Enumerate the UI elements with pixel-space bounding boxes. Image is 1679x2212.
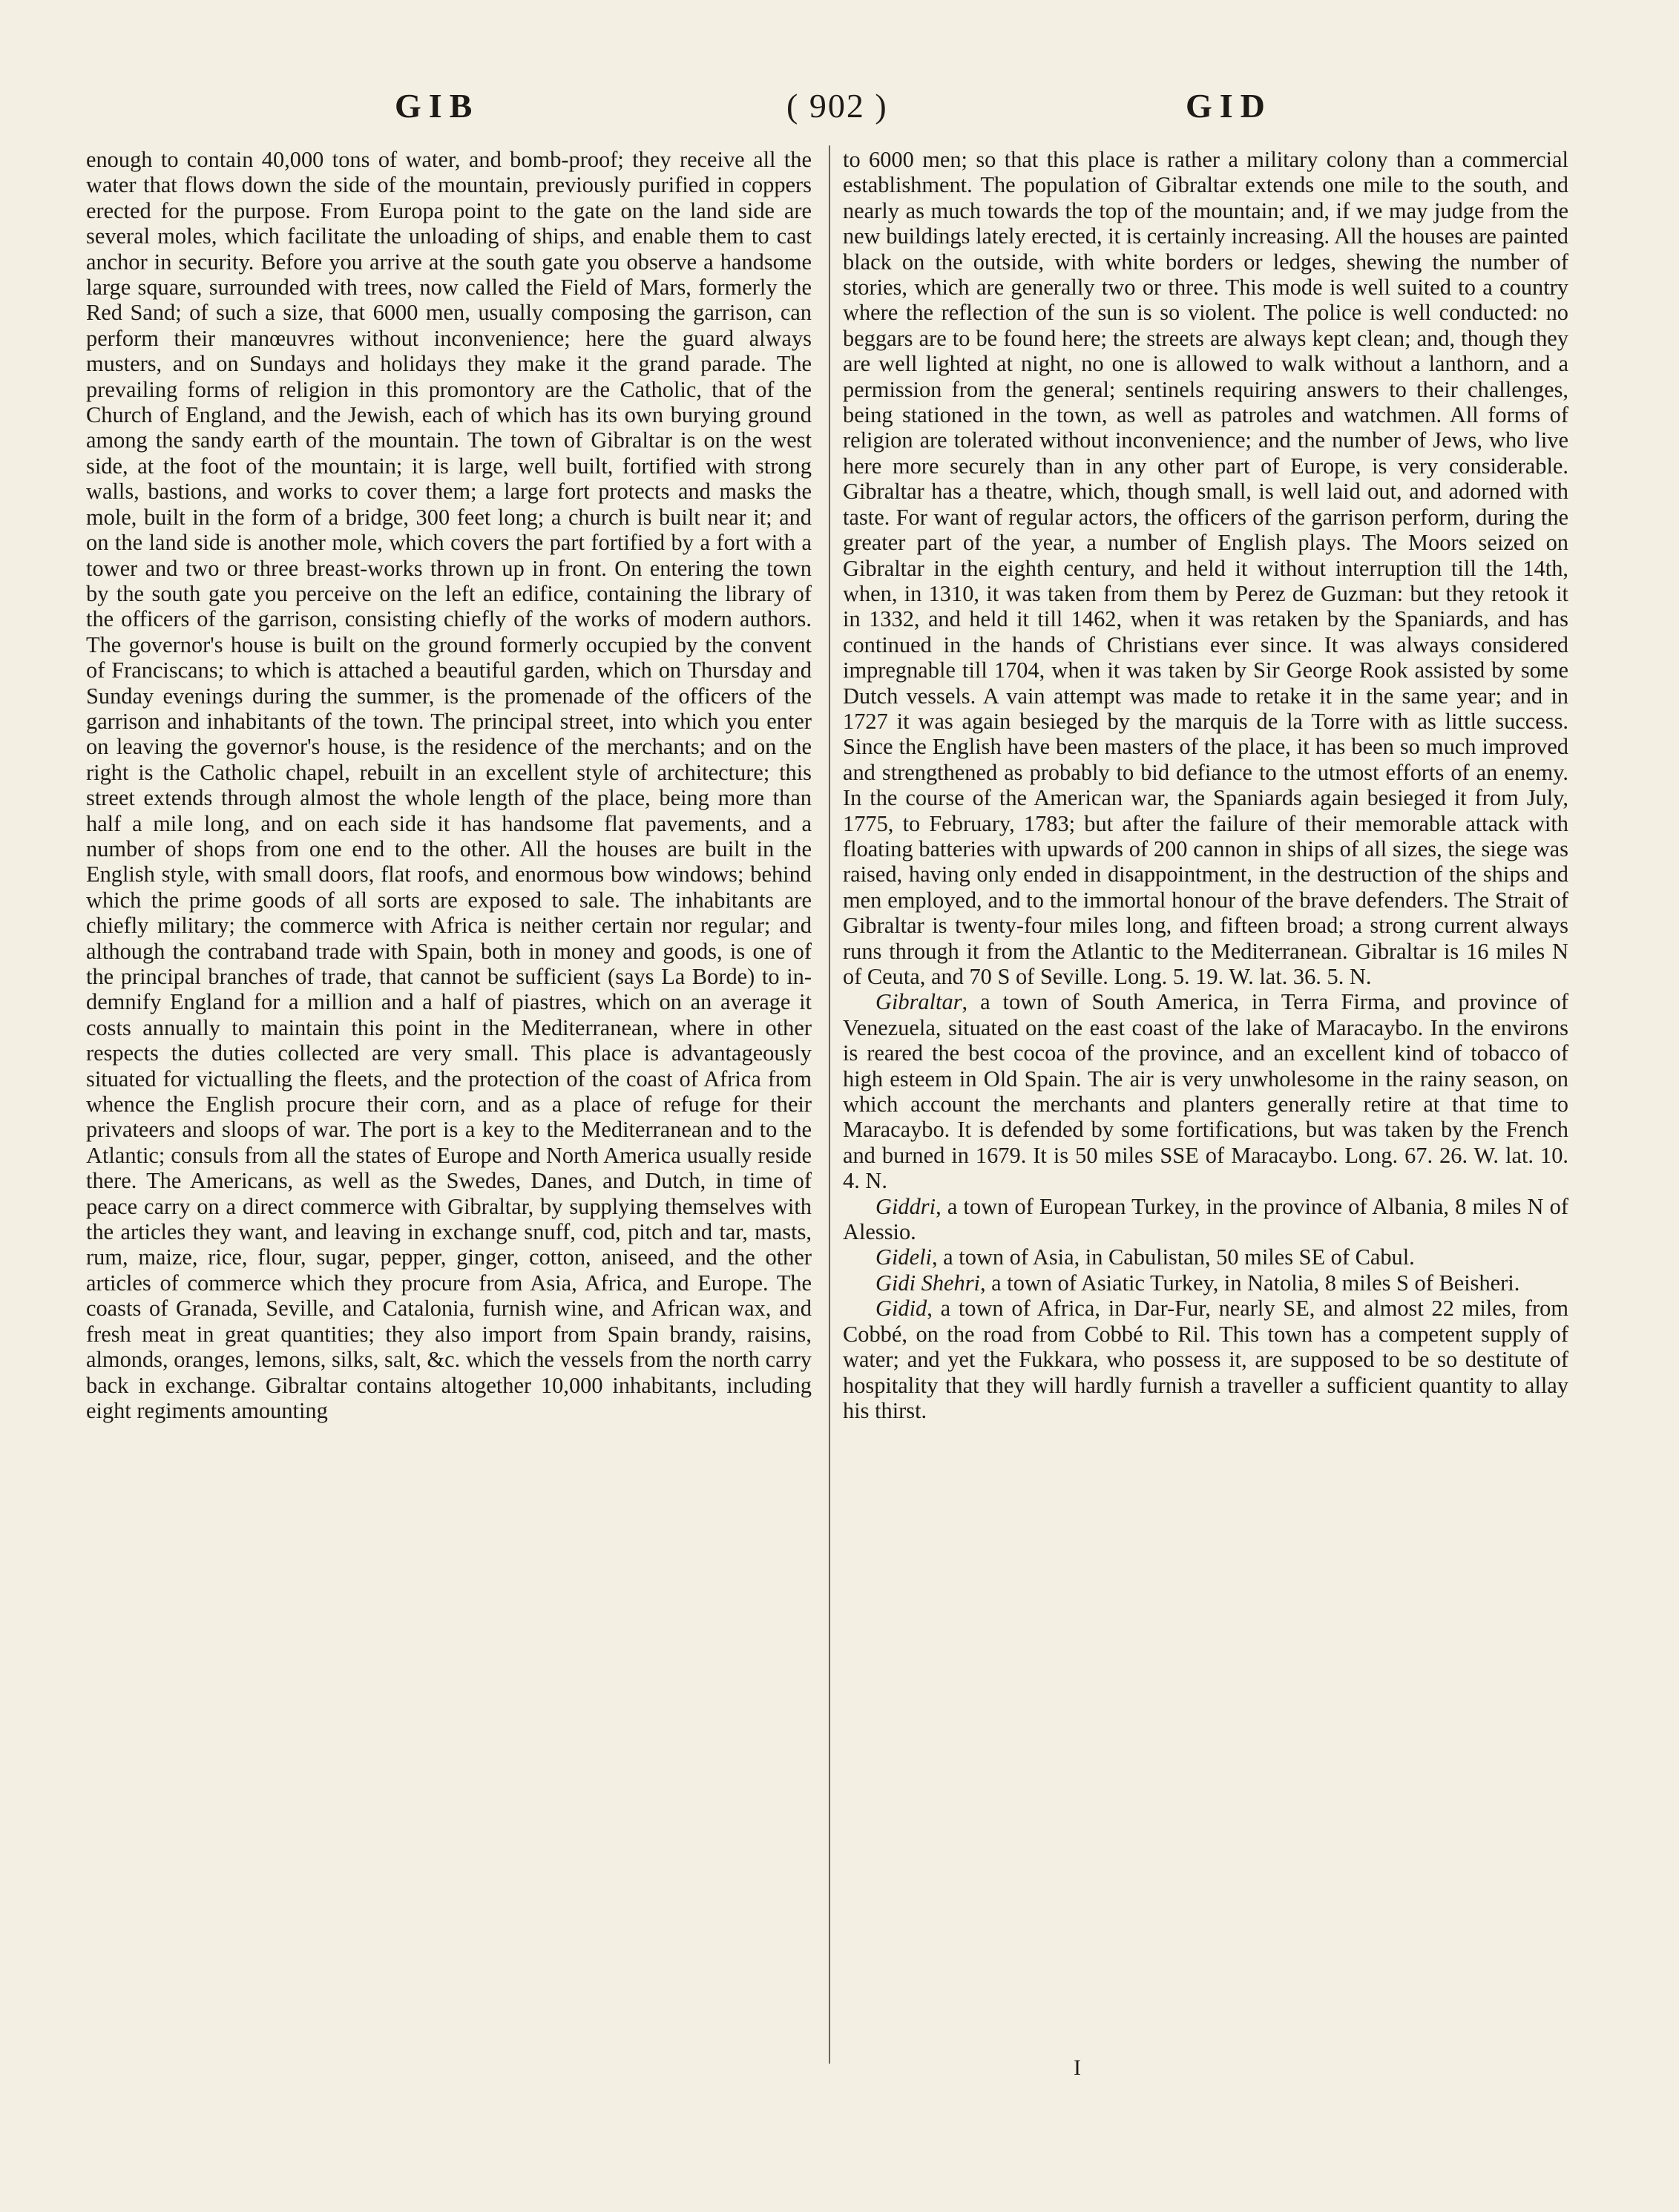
printer-signature-mark: I — [1074, 2055, 1081, 2080]
right-column — [843, 147, 1568, 1423]
entry-term: Gidi Shehri — [875, 1270, 980, 1296]
entry-term: Gidid — [875, 1296, 927, 1322]
entry-gideli — [843, 1244, 1568, 1270]
page-number: ( 902 ) — [786, 87, 888, 125]
paragraph-continuation: to 6000 men; so that this place is rather a military colony than a commercial establishment. The population of Gibraltar extends one mile to the south, and nearly as much towards the top of the mountain; and, if we may judge from the new buildings lately erected, it is certainly increasing. All the houses are painted black on the outside, with white borders or ledges, shewing the number of stories, which are generally two or three. This mode is well suited to a country where the reflection of the sun is so violent. The police is well conducted: no beggars are to be found here; the streets are always kept clean; and, though they are well lighted at night, no one is allowed to walk without a lanthorn, and a permission from the general; sentinels requiring answers to their challenges, being stationed in the town, as well as patroles and watchmen. All forms of religion are tolerated without inconvenience; and the number of Jews, who live here more securely than in any other part of Europe, is very considerable. Gibraltar has a theatre, which, though small, is well laid out, and adorned with taste. For want of regular actors, the officers of the garrison perform, during the greater part of the year, a number of English plays. The Moors seized on Gibraltar in the eighth century, and held it without interruption till the 14th, when, in 1310, it was taken from them by Perez de Guzman: but they retook it in 1332, and held it till 1462, when it was retaken by the Spaniards, and has continued in the hands of Christians ever since. It was always considered impregnable till 1704, when it was taken by Sir George Rook assisted by some Dutch vessels. A vain attempt was made to retake it in the same year; and in 1727 it was again besieged by the marquis de la Torre with as little success. Since the English have been masters of the place, it has been so much improved and strengthened as probably to bid defiance to the utmost efforts of an enemy. In the course of the American war, the Spaniards again besieged it from July, 1775, to February, 1783; but after the failure of their memorable attack with floating batteries with upwards of 200 cannon in ships of all sizes, the siege was raised, having only ended in disappointment, in the destruction of the ships and men employed, and to the immortal honour of the brave defenders. The Strait of Gibraltar is twenty-four miles long, and fifteen broad; a strong current always runs through it from the Atlantic to the Mediterranean. Gibraltar is 16 miles N of Ceuta, and 70 S of Seville. Long. 5. 19. W. lat. 36. 5. N. — [843, 147, 1568, 989]
paragraph-continuation: enough to contain 40,000 tons of water, and bomb-proof; they receive all the water that flows down the side of the mountain, previously purified in coppers erected for the purpose. From Europa point to the gate on the land side are several moles, which facilitate the unloading of ships, and enable them to cast anchor in security. Before you arrive at the south gate you observe a handsome large square, surrounded with trees, now called the Field of Mars, formerly the Red Sand; of such a size, that 6000 men, usually composing the garrison, can perform their manœuvres without inconvenience; here the guard always musters, and on Sundays and holidays they make it the grand parade. The prevailing forms of religion in this promontory are the Catholic, that of the Church of England, and the Jewish, each of which has its own burying ground among the sandy earth of the mountain. The town of Gibraltar is on the west side, at the foot of the mountain; it is large, well built, fortified with strong walls, bastions, and works to cover them; a large fort protects and masks the mole, built in the form of a bridge, 300 feet long; a church is built near it; and on the land side is another mole, which covers the part fortified by a fort with a tower and two or three breast-works thrown up in front. On entering the town by the south gate you perceive on the left an edifice, containing the library of the officers of the garrison, consisting chiefly of the works of modern authors. The governor's house is built on the ground formerly occupied by the convent of Franciscans; to which is attached a beautiful garden, which on Thursday and Sunday evenings during the summer, is the promenade of the officers of the garrison and inhabitants of the town. The principal street, into which you enter on leaving the governor's house, is the residence of the merchants; and on the right is the Catholic chapel, rebuilt in an excellent style of architecture; this street extends through almost the whole length of the place, being more than half a mile long, and on each side it has handsome flat pavements, and a number of shops from one end to the other. All the houses are built in the English style, with small doors, flat roofs, and enormous bow windows; behind which the prime goods of all sorts are exposed to sale. The inhabitants are chiefly military; the commerce with Africa is neither certain nor regular; and although the contraband trade with Spain, both in money and goods, is one of the principal branches of trade, that cannot be sufficient (says La Borde) to indemnify England for a million and a half of piastres, which on an average it costs annually to maintain this point in the Mediterranean, where in other respects the duties collected are very small. This place is advantageously situated for victualling the fleets, and the protection of the coast of Africa from whence the English procure their corn, and as a place of refuge for their privateers and sloops of war. The port is a key to the Mediterranean and to the Atlantic; consuls from all the states of Europe and North America usually reside there. The Americans, as well as the Swedes, Danes, and Dutch, in time of peace carry on a direct commerce with Gibraltar, by supplying themselves with the articles they want, and leaving in exchange snuff, cod, pitch and tar, masts, rum, maize, rice, flour, sugar, pepper, ginger, cotton, aniseed, and the other articles of commerce which they procure from Asia, Africa, and Europe. The coasts of Granada, Seville, and Catalonia, furnish wine, and African wax, and fresh meat in great quantities; they also import from Spain brandy, raisins, almonds, oranges, lemons, silks, salt, &c. which the vessels from the north carry back in exchange. Gibraltar contains altogether 10,000 inhabitants, including eight regiments amounting — [86, 147, 812, 1423]
entry-text: , a town of Asiatic Turkey, in Natolia, 8 miles S of Beisheri. — [979, 1270, 1520, 1296]
entry-giddri — [843, 1194, 1568, 1245]
entry-text: , a town of Asia, in Cabulistan, 50 miles SE of Cabul. — [931, 1244, 1415, 1270]
header-right-guide-word: GID — [1186, 87, 1272, 125]
entry-text: , a town of Africa, in Dar-Fur, nearly SE, and almost 22 miles, from Cobbé, on the road from Cobbé to Ril. This town has a competent supply of water; and yet the Fukkara, who possess it, are supposed to be so destitute of hospitality that they will hardly furnish a traveller a sufficient quantity to allay his thirst. — [843, 1296, 1568, 1423]
entry-text: , a town of South America, in Terra Firma, and province of Venezuela, situated on the east coast of the lake of Maracaybo. In the environs is reared the best cocoa of the province, and an excellent kind of tobacco of high esteem in Old Spain. The air is very unwholesome in the rainy season, on which account the merchants and planters generally retire at that time to Maracaybo. It is defended by some fortifications, but was taken by the French and burned in 1679. It is 50 miles SSE of Maracaybo. Long. 67. 26. W. lat. 10. 4. N. — [843, 989, 1568, 1194]
column-divider — [829, 145, 830, 2064]
entry-term: Giddri — [875, 1193, 936, 1219]
header-left-guide-word: GIB — [395, 87, 480, 125]
page-header — [0, 86, 1679, 131]
entry-term: Gideli — [875, 1244, 932, 1270]
entry-gidid — [843, 1296, 1568, 1423]
entry-gidi-shehri — [843, 1270, 1568, 1296]
left-column — [86, 147, 812, 1423]
entry-gibraltar-venezuela — [843, 989, 1568, 1193]
entry-term: Gibraltar — [875, 989, 962, 1015]
entry-text: , a town of European Turkey, in the province of Albania, 8 miles N of Alessio. — [843, 1193, 1568, 1245]
